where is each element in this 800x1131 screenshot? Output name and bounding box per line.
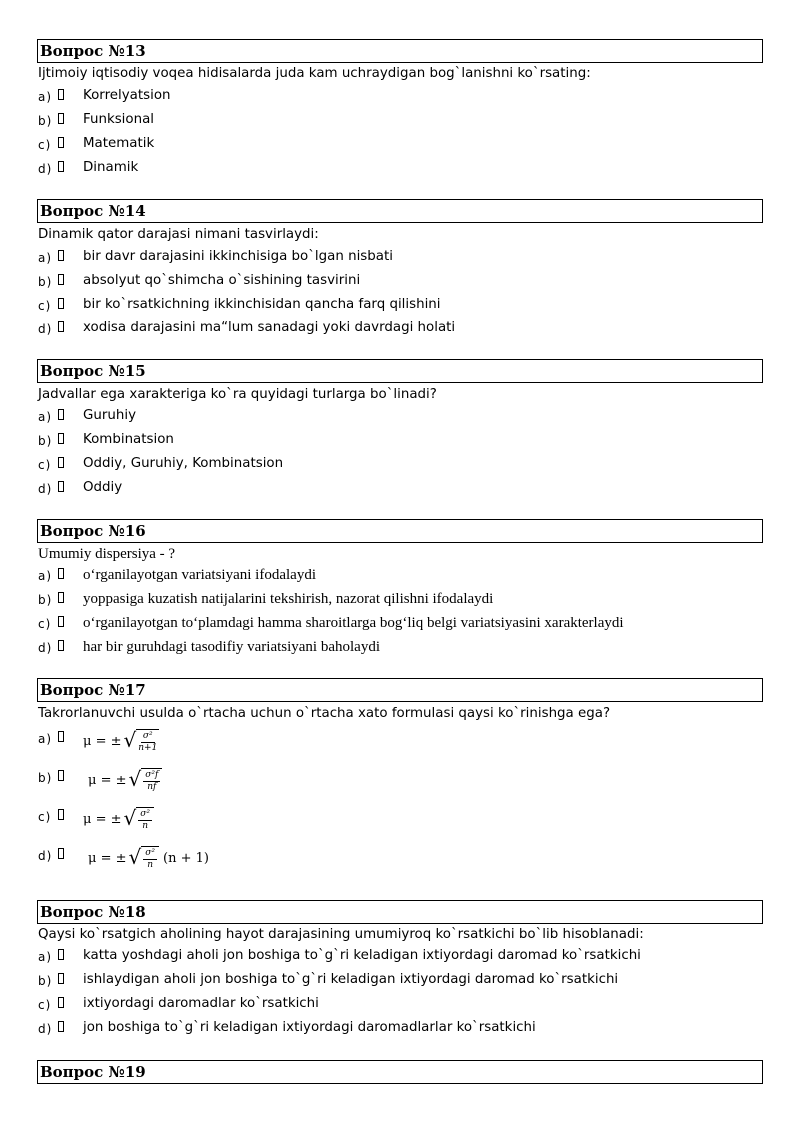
- checkbox-icon: [58, 997, 64, 1008]
- checkbox-icon: [58, 113, 64, 124]
- formula-numerator: σ²: [140, 809, 151, 819]
- option-text: Kombinatsion: [83, 432, 174, 447]
- option-letter: b): [38, 114, 53, 128]
- option-letter: d): [38, 162, 53, 176]
- option-text: Korrelyatsion: [83, 88, 171, 103]
- option-text: absolyut qo`shimcha o`sishining tasvirini: [83, 273, 361, 288]
- question-14-header: Вопрос №14: [37, 199, 763, 223]
- question-18-header: Вопрос №18: [37, 900, 763, 924]
- option-letter: d): [38, 482, 53, 496]
- checkbox-icon: [58, 457, 64, 468]
- checkbox-icon: [58, 640, 64, 651]
- formula-denominator: n: [147, 860, 154, 870]
- option-text: o‘rganilayotgan variatsiyani ifodalaydi: [83, 567, 316, 583]
- formula-mu: μ = ±: [88, 773, 127, 788]
- checkbox-icon: [58, 949, 64, 960]
- question-15-text: Jadvallar ega xarakteriga ko`ra quyidagi turlarga bo`linadi?: [38, 387, 437, 402]
- checkbox-icon: [58, 592, 64, 603]
- sqrt-sign: √ $\frac{\text{σ²}}{n+1}$: [123, 728, 158, 753]
- checkbox-icon: [58, 1021, 64, 1032]
- checkbox-icon: [58, 433, 64, 444]
- question-19-header: Вопрос №19: [37, 1060, 763, 1084]
- checkbox-icon: [58, 250, 64, 261]
- option-letter: d): [38, 1022, 53, 1036]
- formula-denominator: nf: [147, 782, 157, 792]
- question-15-header: Вопрос №15: [37, 359, 763, 383]
- option-text: har bir guruhdagi tasodifiy variatsiyani baholaydi: [83, 639, 381, 655]
- formula-numerator: σ²f: [145, 770, 159, 780]
- option-text: xodisa darajasini ma“lum sanadagi yoki davrdagi holati: [83, 320, 456, 335]
- checkbox-icon: [58, 481, 64, 492]
- checkbox-icon: [58, 161, 64, 172]
- option-letter: b): [38, 593, 53, 607]
- checkbox-icon: [58, 568, 64, 579]
- option-letter: c): [38, 458, 52, 472]
- option-text: yoppasiga kuzatish natijalarini tekshirish, nazorat qilishni ifodalaydi: [83, 591, 494, 607]
- option-text: Funksional: [83, 112, 154, 127]
- option-text: bir ko`rsatkichning ikkinchisidan qancha farq qilishini: [83, 297, 441, 312]
- formula: [83, 807, 154, 832]
- formula-mu: μ = ±: [88, 851, 127, 866]
- option-letter: b): [38, 434, 53, 448]
- formula: [83, 729, 159, 754]
- question-16-text: Umumiy dispersiya - ?: [38, 546, 176, 562]
- formula-numerator: σ²: [142, 731, 153, 741]
- option-text: Matematik: [83, 136, 155, 151]
- option-letter: c): [38, 138, 52, 152]
- option-letter: a): [38, 410, 53, 424]
- option-letter: c): [38, 998, 52, 1012]
- question-16-header: Вопрос №16: [37, 519, 763, 543]
- formula: [88, 846, 209, 871]
- checkbox-icon: [58, 409, 64, 420]
- checkbox-icon: [58, 89, 64, 100]
- checkbox-icon: [58, 137, 64, 148]
- formula-tail: (n + 1): [163, 851, 209, 866]
- option-text: Oddiy, Guruhiy, Kombinatsion: [83, 456, 284, 471]
- option-letter: d): [38, 322, 53, 336]
- formula-denominator: n+1: [138, 743, 158, 753]
- option-text: ishlaydigan aholi jon boshiga to`g`ri keladigan ixtiyordagi daromad ko`rsatkichi: [83, 972, 619, 987]
- sqrt-sign: √ $\frac{\text{σ²}}{n}$: [129, 846, 160, 871]
- formula-mu: μ = ±: [83, 734, 122, 749]
- option-letter: d): [38, 641, 53, 655]
- checkbox-icon: [58, 321, 64, 332]
- checkbox-icon: [58, 298, 64, 309]
- option-letter: c): [38, 810, 52, 824]
- checkbox-icon: [58, 770, 64, 781]
- option-letter: b): [38, 771, 53, 785]
- checkbox-icon: [58, 973, 64, 984]
- option-text: Guruhiy: [83, 408, 136, 423]
- checkbox-icon: [58, 616, 64, 627]
- question-13-text: Ijtimoiy iqtisodiy voqea hidisalarda juda kam uchraydigan bog`lanishni ko`rsating:: [38, 66, 591, 81]
- formula: [88, 768, 162, 793]
- option-letter: a): [38, 569, 53, 583]
- option-text: o‘rganilayotgan to‘plamdagi hamma sharoitlarga bog‘liq belgi variatsiyasini xarakterlaydi: [83, 615, 624, 631]
- formula-denominator: n: [142, 821, 149, 831]
- option-letter: a): [38, 90, 53, 104]
- option-text: Oddiy: [83, 480, 123, 495]
- option-letter: b): [38, 275, 53, 289]
- formula-mu: μ = ±: [83, 812, 122, 827]
- question-13-header: Вопрос №13: [37, 39, 763, 63]
- question-17-header: Вопрос №17: [37, 678, 763, 702]
- option-letter: b): [38, 974, 53, 988]
- sqrt-sign: √ $\frac{\text{σ²}}{n}$: [124, 807, 155, 832]
- checkbox-icon: [58, 848, 64, 859]
- option-text: katta yoshdagi aholi jon boshiga to`g`ri keladigan ixtiyordagi daromad ko`rsatkichi: [83, 948, 641, 963]
- option-letter: c): [38, 299, 52, 313]
- option-text: bir davr darajasini ikkinchisiga bo`lgan nisbati: [83, 249, 393, 264]
- formula-numerator: σ²: [145, 848, 156, 858]
- question-14-text: Dinamik qator darajasi nimani tasvirlaydi:: [38, 227, 319, 242]
- option-letter: a): [38, 732, 53, 746]
- option-letter: d): [38, 849, 53, 863]
- option-text: Dinamik: [83, 160, 139, 175]
- question-18-text: Qaysi ko`rsatgich aholining hayot darajasining umumiyroq ko`rsatkichi bo`lib hisoblanadi:: [38, 927, 644, 942]
- question-17-text: Takrorlanuvchi usulda o`rtacha uchun o`rtacha xato formulasi qaysi ko`rinishga ega?: [38, 706, 611, 721]
- option-letter: c): [38, 617, 52, 631]
- checkbox-icon: [58, 731, 64, 742]
- option-letter: a): [38, 251, 53, 265]
- option-text: jon boshiga to`g`ri keladigan ixtiyordagi daromadlarlar ko`rsatkichi: [83, 1020, 536, 1035]
- option-letter: a): [38, 950, 53, 964]
- option-text: ixtiyordagi daromadlar ko`rsatkichi: [83, 996, 319, 1011]
- checkbox-icon: [58, 274, 64, 285]
- sqrt-sign: √ $\frac{\text{σ²f}}{nf}$: [129, 768, 163, 793]
- checkbox-icon: [58, 809, 64, 820]
